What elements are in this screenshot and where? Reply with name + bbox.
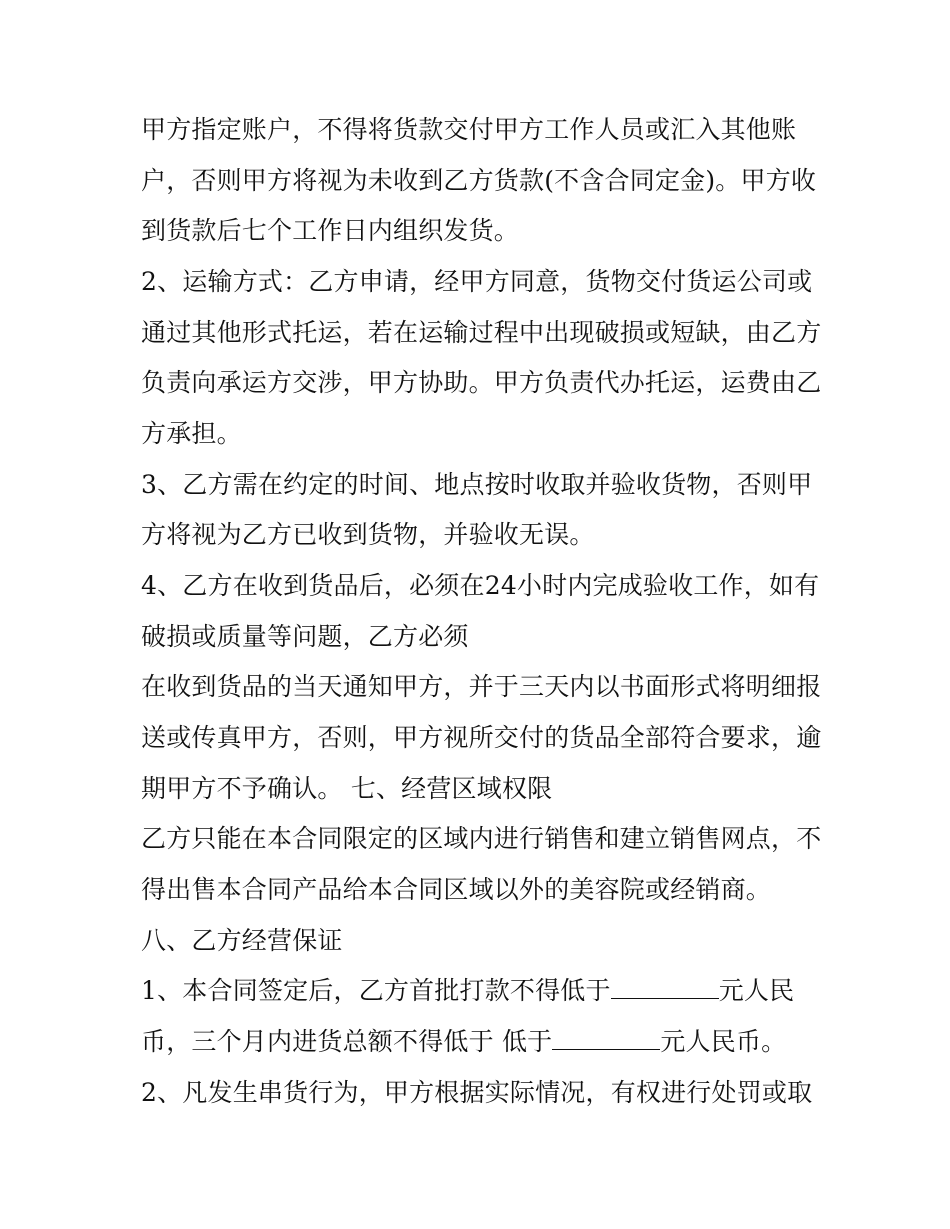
fill-in-blank xyxy=(611,976,719,999)
text-line: 甲方指定账户，不得将货款交付甲方工作人员或汇入其他账 xyxy=(141,115,797,144)
text-segment: 元人民币。 xyxy=(660,1027,787,1056)
text-line: 通过其他形式托运，若在运输过程中出现破损或短缺，由乙方 xyxy=(141,318,822,347)
text-line: 送或传真甲方，否则，甲方视所交付的货品全部符合要求，逾 xyxy=(141,723,822,752)
text-line: 2、凡发生串货行为，甲方根据实际情况，有权进行处罚或取 xyxy=(141,1078,813,1107)
text-line: 方将视为乙方已收到货物，并验收无误。 xyxy=(141,520,595,549)
text-segment: 元人民 xyxy=(718,976,795,1005)
text-line: 乙方只能在本合同限定的区域内进行销售和建立销售网点，不 xyxy=(141,824,822,853)
text-line: 4、乙方在收到货品后，必须在24小时内完成验收工作，如有 xyxy=(141,571,820,600)
text-line: 方承担。 xyxy=(141,419,242,448)
fill-in-blank xyxy=(552,1027,660,1050)
text-line-with-blank xyxy=(141,973,831,1009)
text-line: 到货款后七个工作日内组织发货。 xyxy=(141,216,520,245)
text-segment: 币，三个月内进货总额不得低于 低于 xyxy=(141,1027,553,1056)
text-line-with-blank xyxy=(141,1024,831,1060)
text-line: 破损或质量等问题，乙方必须 xyxy=(141,622,469,651)
text-line: 得出售本合同产品给本合同区域以外的美容院或经销商。 xyxy=(141,875,772,904)
text-line: 负责向承运方交涉，甲方协助。甲方负责代办托运，运费由乙 xyxy=(141,368,822,397)
text-line: 在收到货品的当天通知甲方，并于三天内以书面形式将明细报 xyxy=(141,672,822,701)
text-line: 2、运输方式：乙方申请，经甲方同意，货物交付货运公司或 xyxy=(141,267,813,296)
text-line: 八、乙方经营保证 xyxy=(141,926,343,955)
text-segment: 1、本合同签定后，乙方首批打款不得低于 xyxy=(141,976,611,1005)
text-line: 期甲方不予确认。 七、经营区域权限 xyxy=(141,774,553,803)
text-line: 户，否则甲方将视为未收到乙方货款(不含合同定金)。甲方收 xyxy=(141,166,817,195)
text-line: 3、乙方需在约定的时间、地点按时收取并验收货物，否则甲 xyxy=(141,470,813,499)
